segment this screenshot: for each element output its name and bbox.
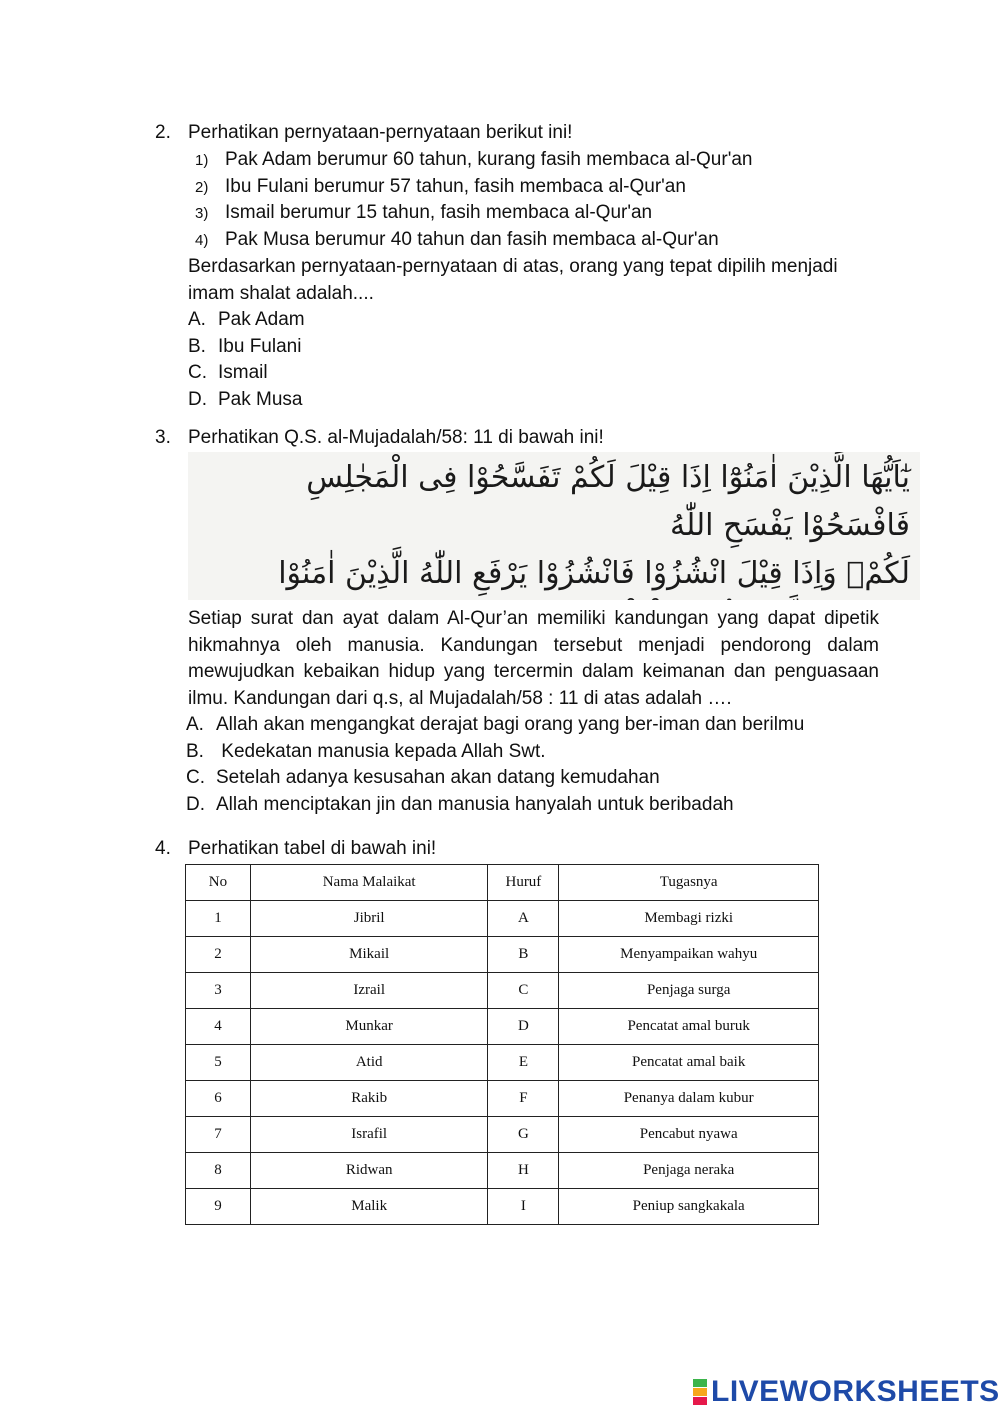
table-row: [186, 1045, 819, 1081]
q2-statement-num: 1): [195, 152, 209, 169]
q3-option-a[interactable]: Allah akan mengangkat derajat bagi orang yang ber-iman dan berilmu: [216, 714, 805, 735]
cell-tugas: Pencatat amal baik: [559, 1045, 819, 1081]
cell-nama: Izrail: [250, 973, 488, 1009]
quran-verse-line: يٰٓاَيُّهَا الَّذِيْنَ اٰمَنُوْٓا اِذَا قِيْلَ لَكُمْ تَفَسَّحُوْا فِى الْمَجٰلِسِ فَافْسَحُوْا يَفْسَحِ اللّٰهُ: [306, 460, 910, 543]
header-nama-malaikat: Nama Malaikat: [250, 865, 488, 901]
cell-nama: Jibril: [250, 901, 488, 937]
q2-question-line: imam shalat adalah....: [188, 283, 374, 304]
q2-statement-num: 4): [195, 232, 209, 249]
q4-number: 4.: [155, 838, 171, 859]
cell-huruf: C: [488, 973, 559, 1009]
cell-no: 2: [186, 937, 251, 973]
q2-option-a[interactable]: Pak Adam: [218, 309, 305, 330]
header-no: No: [186, 865, 251, 901]
q2-option-c[interactable]: Ismail: [218, 362, 268, 383]
cell-no: 4: [186, 1009, 251, 1045]
table-row: [186, 1081, 819, 1117]
logo-mark-icon: [693, 1379, 707, 1406]
q2-statement-text: Ismail berumur 15 tahun, fasih membaca al-Qur'an: [225, 202, 653, 223]
q3-option-d[interactable]: Allah menciptakan jin dan manusia hanyalah untuk beribadah: [216, 794, 734, 815]
cell-huruf: H: [488, 1153, 559, 1189]
cell-nama: Atid: [250, 1045, 488, 1081]
q2-statement-num: 3): [195, 205, 209, 222]
cell-no: 7: [186, 1117, 251, 1153]
q3-option-letter: A.: [186, 714, 204, 735]
q2-option-b[interactable]: Ibu Fulani: [218, 336, 302, 357]
cell-huruf: E: [488, 1045, 559, 1081]
table-row: [186, 1153, 819, 1189]
cell-no: 6: [186, 1081, 251, 1117]
logo-mark-bar: [693, 1388, 707, 1396]
logo-mark-bar: [693, 1397, 707, 1405]
q2-option-letter: C.: [188, 362, 207, 383]
cell-huruf: F: [488, 1081, 559, 1117]
q3-paragraph: Setiap surat dan ayat dalam Al-Qur’an memiliki kandungan yang dapat dipetik hikmahnya oleh manusia. Kandungan tersebut menjadi pendorong dalam mewujudkan kebaikan hidup yang tercermin dalam keimanan dan penguasaan ilmu. Kandungan dari q.s, al Mujadalah/58 : 11 di atas adalah ….: [188, 608, 879, 709]
table-row: [186, 1009, 819, 1045]
cell-tugas: Penjaga neraka: [559, 1153, 819, 1189]
q2-number: 2.: [155, 122, 171, 143]
cell-huruf: B: [488, 937, 559, 973]
cell-tugas: Peniup sangkakala: [559, 1189, 819, 1225]
cell-tugas: Penjaga surga: [559, 973, 819, 1009]
header-tugasnya: Tugasnya: [559, 865, 819, 901]
q2-statement-text: Pak Adam berumur 60 tahun, kurang fasih membaca al-Qur'an: [225, 149, 753, 170]
q2-statement-text: Pak Musa berumur 40 tahun dan fasih membaca al-Qur'an: [225, 229, 719, 250]
cell-tugas: Menyampaikan wahyu: [559, 937, 819, 973]
cell-no: 1: [186, 901, 251, 937]
q3-option-letter: C.: [186, 767, 205, 788]
table-row: [186, 937, 819, 973]
table-row: [186, 901, 819, 937]
table-header-row: [186, 865, 819, 901]
cell-no: 8: [186, 1153, 251, 1189]
cell-nama: Mikail: [250, 937, 488, 973]
cell-huruf: A: [488, 901, 559, 937]
cell-nama: Malik: [250, 1189, 488, 1225]
q3-option-letter: B.: [186, 741, 204, 762]
header-huruf: Huruf: [488, 865, 559, 901]
q3-option-c[interactable]: Setelah adanya kesusahan akan datang kemudahan: [216, 767, 660, 788]
malaikat-table: [185, 864, 819, 1225]
q2-question-line: Berdasarkan pernyataan-pernyataan di atas, orang yang tepat dipilih menjadi: [188, 256, 838, 277]
cell-nama: Munkar: [250, 1009, 488, 1045]
q2-option-letter: D.: [188, 389, 207, 410]
cell-no: 9: [186, 1189, 251, 1225]
cell-tugas: Membagi rizki: [559, 901, 819, 937]
cell-nama: Ridwan: [250, 1153, 488, 1189]
cell-huruf: D: [488, 1009, 559, 1045]
logo-mark-bar: [693, 1379, 707, 1387]
q2-option-letter: B.: [188, 336, 206, 357]
q3-stem: Perhatikan Q.S. al-Mujadalah/58: 11 di bawah ini!: [188, 427, 604, 448]
cell-huruf: I: [488, 1189, 559, 1225]
q2-option-d[interactable]: Pak Musa: [218, 389, 303, 410]
cell-no: 5: [186, 1045, 251, 1081]
quran-verse-line: لَكُمْۚ وَاِذَا قِيْلَ انْشُزُوْا فَانْشُزُوْا يَرْفَعِ اللّٰهُ الَّذِيْنَ اٰمَنُوْا: [278, 556, 910, 591]
cell-tugas: Pencatat amal buruk: [559, 1009, 819, 1045]
q2-statement-num: 2): [195, 179, 209, 196]
q2-stem: Perhatikan pernyataan-pernyataan berikut ini!: [188, 122, 573, 143]
q2-statement-text: Ibu Fulani berumur 57 tahun, fasih membaca al-Qur'an: [225, 176, 686, 197]
q2-option-letter: A.: [188, 309, 206, 330]
cell-tugas: Penanya dalam kubur: [559, 1081, 819, 1117]
q3-option-letter: D.: [186, 794, 205, 815]
liveworksheets-logo[interactable]: [693, 1374, 1000, 1410]
logo-text: LIVEWORKSHEETS: [711, 1375, 1000, 1408]
cell-nama: Rakib: [250, 1081, 488, 1117]
quran-verse-image: [188, 452, 920, 600]
cell-no: 3: [186, 973, 251, 1009]
q3-number: 3.: [155, 427, 171, 448]
q3-option-b[interactable]: Kedekatan manusia kepada Allah Swt.: [216, 741, 546, 762]
cell-tugas: Pencabut nyawa: [559, 1117, 819, 1153]
q4-stem: Perhatikan tabel di bawah ini!: [188, 838, 437, 859]
cell-nama: Israfil: [250, 1117, 488, 1153]
table-row: [186, 1189, 819, 1225]
table-row: [186, 973, 819, 1009]
table-row: [186, 1117, 819, 1153]
cell-huruf: G: [488, 1117, 559, 1153]
